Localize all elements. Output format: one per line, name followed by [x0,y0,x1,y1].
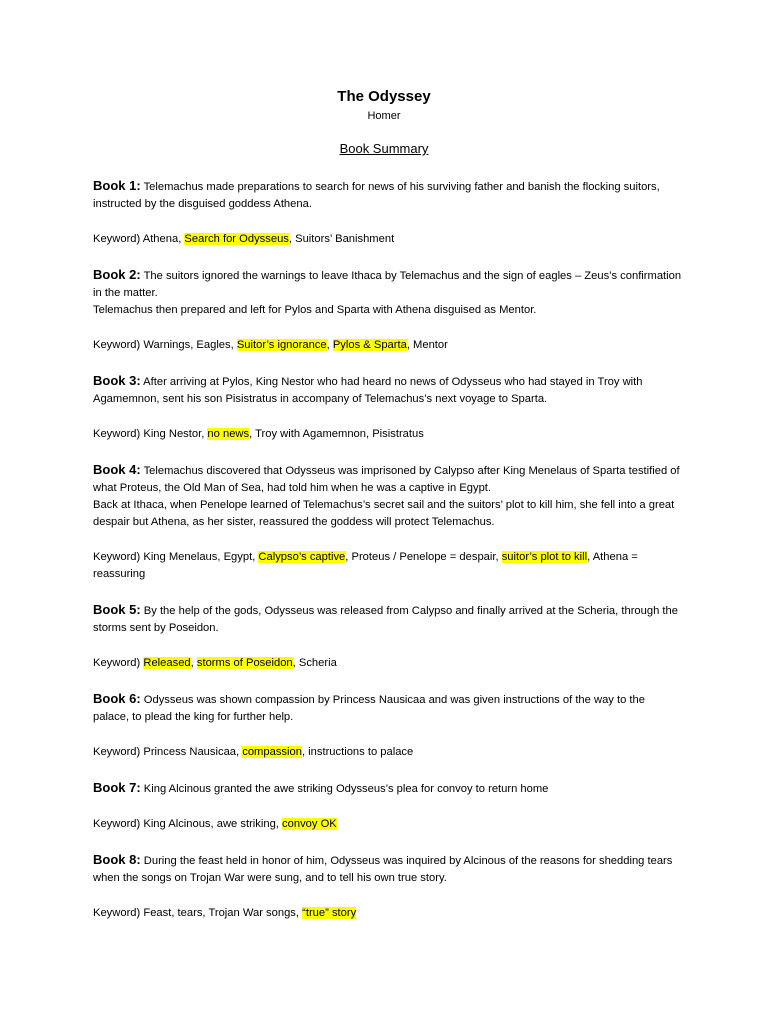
book-summary-1 [93,177,683,213]
book-summary-text: Book 5: By the help of the gods, Odysseus was released from Calypso and finally arrived at the Scheria, through the storms sent by Poseidon. [93,602,678,634]
highlighted-keyword: Calypso’s captive [258,551,346,563]
highlighted-keyword: Pylos & Sparta [332,339,407,351]
book-summary-text: Book 8: During the feast held in honor of him, Odysseus was inquired by Alcinous of the reasons for shedding tears when the songs on Trojan War were sung, and to tell his own true story. [93,852,673,884]
book-summary-2 [93,266,683,319]
keyword-text: , [190,657,197,669]
book-summary-text: Book 1: Telemachus made preparations to search for news of his surviving father and banish the flocking suitors, instructed by the disguised goddess Athena. [93,178,660,210]
book-summary-text: Back at Ithaca, when Penelope learned of Telemachus’s secret sail and the suitors’ plot to kill him, she fell into a great despair but Athena, as her sister, reassured the goddess will protect Telemachus. [93,499,675,528]
keyword-text: Keyword) King Nestor, [93,428,208,440]
book-summary-8 [93,851,683,887]
book-label: Book 6: [93,691,141,706]
highlighted-keyword: storms of Poseidon [196,657,293,669]
highlighted-keyword: Search for Odysseus [184,233,289,245]
keyword-text: , Scheria [292,657,337,669]
book-label: Book 8: [93,852,141,867]
book-summary-4 [93,461,683,531]
book-label: Book 4: [93,462,141,477]
book-label: Book 7: [93,780,141,795]
keyword-text: Keyword) Feast, tears, Trojan War songs, [93,907,303,919]
keyword-line-7 [93,816,683,833]
keyword-line-3 [93,426,683,443]
keyword-line-8 [93,905,683,922]
highlighted-keyword: “true” story [302,907,357,919]
book-summary-list [93,177,683,940]
book-label: Book 3: [93,373,141,388]
highlighted-keyword: Suitor’s ignorance [236,339,327,351]
keyword-text: , [326,339,333,351]
keyword-text: Keyword) [93,657,144,669]
book-summary-text: Book 2: The suitors ignored the warnings to leave Ithaca by Telemachus and the sign of eagles – Zeus’s confirmation in the matter. [93,267,682,299]
highlighted-keyword: convoy OK [282,818,337,830]
keyword-line-1 [93,231,683,248]
document-author: Homer [367,110,401,122]
keyword-text: Keyword) King Alcinous, awe striking, [93,818,283,830]
keyword-line-5 [93,655,683,672]
book-label: Book 1: [93,178,141,193]
book-summary-text: Book 6: Odysseus was shown compassion by Princess Nausicaa and was given instructions of the way to the palace, to plead the king for further help. [93,691,645,723]
keyword-text: , Proteus / Penelope = despair, [345,551,502,563]
document-title: The Odyssey [337,88,431,105]
book-summary-text: Book 7: King Alcinous granted the awe striking Odysseus’s plea for convoy to return home [93,780,549,795]
highlighted-keyword: Released [143,657,191,669]
document-subtitle: Book Summary [339,141,429,156]
book-label: Book 5: [93,602,141,617]
keyword-text: Keyword) Princess Nausicaa, [93,746,243,758]
keyword-line-4 [93,549,683,583]
keyword-line-6 [93,744,683,761]
book-summary-text: Book 4: Telemachus discovered that Odysseus was imprisoned by Calypso after King Menelaus of Sparta testified of what Proteus, the Old Man of Sea, had told him when he was a captive in Egypt. [93,462,680,494]
book-summary-6 [93,690,683,726]
book-summary-text: Telemachus then prepared and left for Pylos and Sparta with Athena disguised as Mentor. [93,304,537,316]
keyword-text: , Suitors’ Banishment [288,233,395,245]
keyword-line-2 [93,337,683,354]
book-summary-7 [93,779,683,798]
highlighted-keyword: no news [207,428,250,440]
keyword-text: , Mentor [406,339,448,351]
book-label: Book 2: [93,267,141,282]
keyword-text: Keyword) Warnings, Eagles, [93,339,237,351]
book-summary-3 [93,372,683,408]
highlighted-keyword: suitor’s plot to kill [501,551,588,563]
keyword-text: , instructions to palace [301,746,414,758]
keyword-text: Keyword) King Menelaus, Egypt, [93,551,259,563]
keyword-text: , Troy with Agamemnon, Pisistratus [249,428,424,440]
keyword-text: Keyword) Athena, [93,233,185,245]
keyword-text: , Athena = reassuring [93,551,638,580]
book-summary-text: Book 3: After arriving at Pylos, King Nestor who had heard no news of Odysseus who had stayed in Troy with Agamemnon, sent his son Pisistratus in accompany of Telemachus’s next voyage to Sparta. [93,373,643,405]
highlighted-keyword: compassion [242,746,302,758]
book-summary-5 [93,601,683,637]
